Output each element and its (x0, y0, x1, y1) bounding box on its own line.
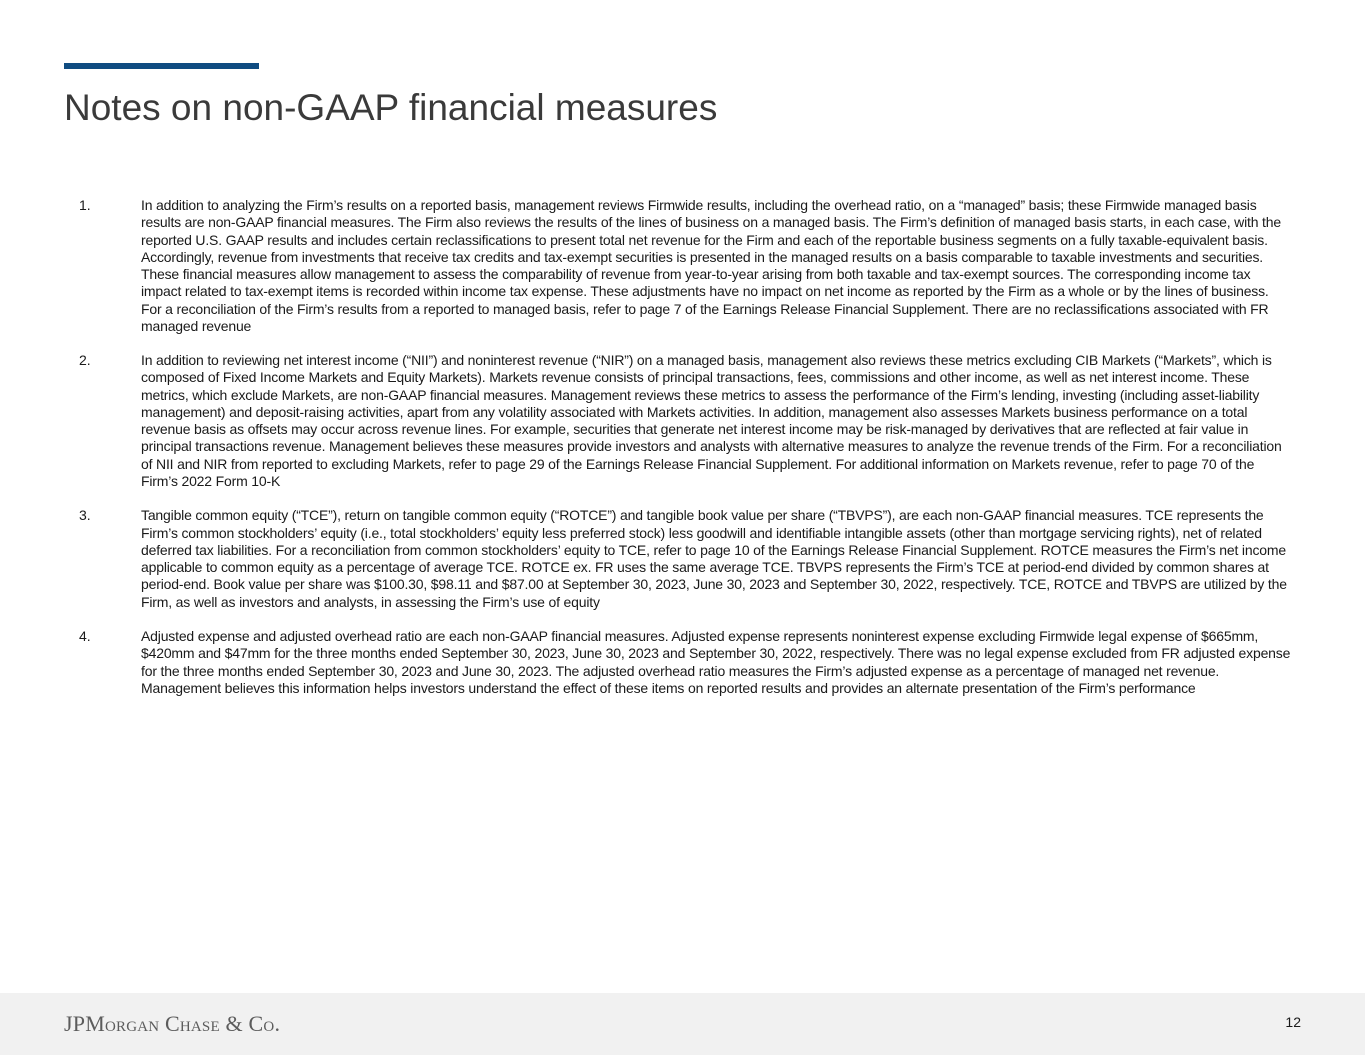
title-accent-bar (64, 63, 259, 69)
note-text: In addition to analyzing the Firm’s results on a reported basis, management reviews Firmwide results, including the overhead ratio, on a “managed” basis; these Firmwide managed basis results are non-GAAP financial measures. The Firm also reviews the results of the lines of business on a managed basis. The Firm’s definition of managed basis starts, in each case, with the reported U.S. GAAP results and includes certain reclassifications to present total net revenue for the Firm and each of the reportable business segments on a fully taxable-equivalent basis. Accordingly, revenue from investments that receive tax credits and tax-exempt securities is presented in the managed results on a basis comparable to taxable investments and securities. These financial measures allow management to assess the comparability of revenue from year-to-year arising from both taxable and tax-exempt sources. The corresponding income tax impact related to tax-exempt items is recorded within income tax expense. These adjustments have no impact on net income as reported by the Firm as a whole or by the lines of business. For a reconciliation of the Firm’s results from a reported to managed basis, refer to page 7 of the Earnings Release Financial Supplement. There are no reclassifications associated with FR managed revenue (141, 197, 1281, 334)
note-number: 4. (79, 628, 91, 645)
note-number: 1. (79, 197, 91, 213)
note-text: Adjusted expense and adjusted overhead ratio are each non-GAAP financial measures. Adjusted expense represents noninterest expense excluding Firmwide legal expense of $665mm, $420mm and $47mm for the three months ended September 30, 2023, June 30, 2023 and September 30, 2022, respectively. There was no legal expense excluded from FR adjusted expense for the three months ended September 30, 2023 and June 30, 2023. The adjusted overhead ratio measures the Firm’s adjusted expense as a percentage of managed net revenue. Management believes this information helps investors understand the effect of these items on reported results and provides an alternate presentation of the Firm’s performance (141, 628, 1291, 696)
note-item-3 (0, 507, 1365, 611)
note-number: 2. (79, 352, 91, 369)
company-logo: JPMorgan Chase & Co. (64, 1011, 281, 1036)
page-footer (0, 993, 1365, 1055)
note-number: 3. (79, 507, 91, 524)
page-number: 12 (1285, 1014, 1301, 1030)
note-item-4 (0, 628, 1365, 697)
page-title: Notes on non-GAAP financial measures (64, 87, 718, 128)
note-text: Tangible common equity (“TCE”), return on tangible common equity (“ROTCE”) and tangible book value per share (“TBVPS”), are each non-GAAP financial measures. TCE represents the Firm’s common stockholders’ equity (i.e., total stockholders’ equity less preferred stock) less goodwill and identifiable intangible assets (other than mortgage servicing rights), net of related deferred tax liabilities. For a reconciliation from common stockholders’ equity to TCE, refer to page 10 of the Earnings Release Financial Supplement. ROTCE measures the Firm’s net income applicable to common equity as a percentage of average TCE. ROTCE ex. FR uses the same average TCE. TBVPS represents the Firm’s TCE at period-end divided by common shares at period-end. Book value per share was $100.30, $98.11 and $87.00 at September 30, 2023, June 30, 2023 and September 30, 2022, respectively. TCE, ROTCE and TBVPS are utilized by the Firm, as well as investors and analysts, in assessing the Firm’s use of equity (141, 507, 1287, 610)
note-item-1 (0, 197, 1365, 335)
notes-list (0, 197, 1365, 714)
note-item-2 (0, 352, 1365, 490)
note-text: In addition to reviewing net interest income (“NII”) and noninterest revenue (“NIR”) on a managed basis, management also reviews these metrics excluding CIB Markets (“Markets”, which is composed of Fixed Income Markets and Equity Markets). Markets revenue consists of principal transactions, fees, commissions and other income, as well as net interest income. These metrics, which exclude Markets, are non-GAAP financial measures. Management reviews these metrics to assess the performance of the Firm’s lending, investing (including asset-liability management) and deposit-raising activities, apart from any volatility associated with Markets activities. In addition, management also assesses Markets business performance on a total revenue basis as offsets may occur across revenue lines. For example, securities that generate net interest income may be risk-managed by derivatives that are reflected at fair value in principal transactions revenue. Management believes these measures provide investors and analysts with alternative measures to analyze the revenue trends of the Firm. For a reconciliation of NII and NIR from reported to excluding Markets, refer to page 29 of the Earnings Release Financial Supplement. For additional information on Markets revenue, refer to page 70 of the Firm’s 2022 Form 10-K (141, 352, 1282, 489)
